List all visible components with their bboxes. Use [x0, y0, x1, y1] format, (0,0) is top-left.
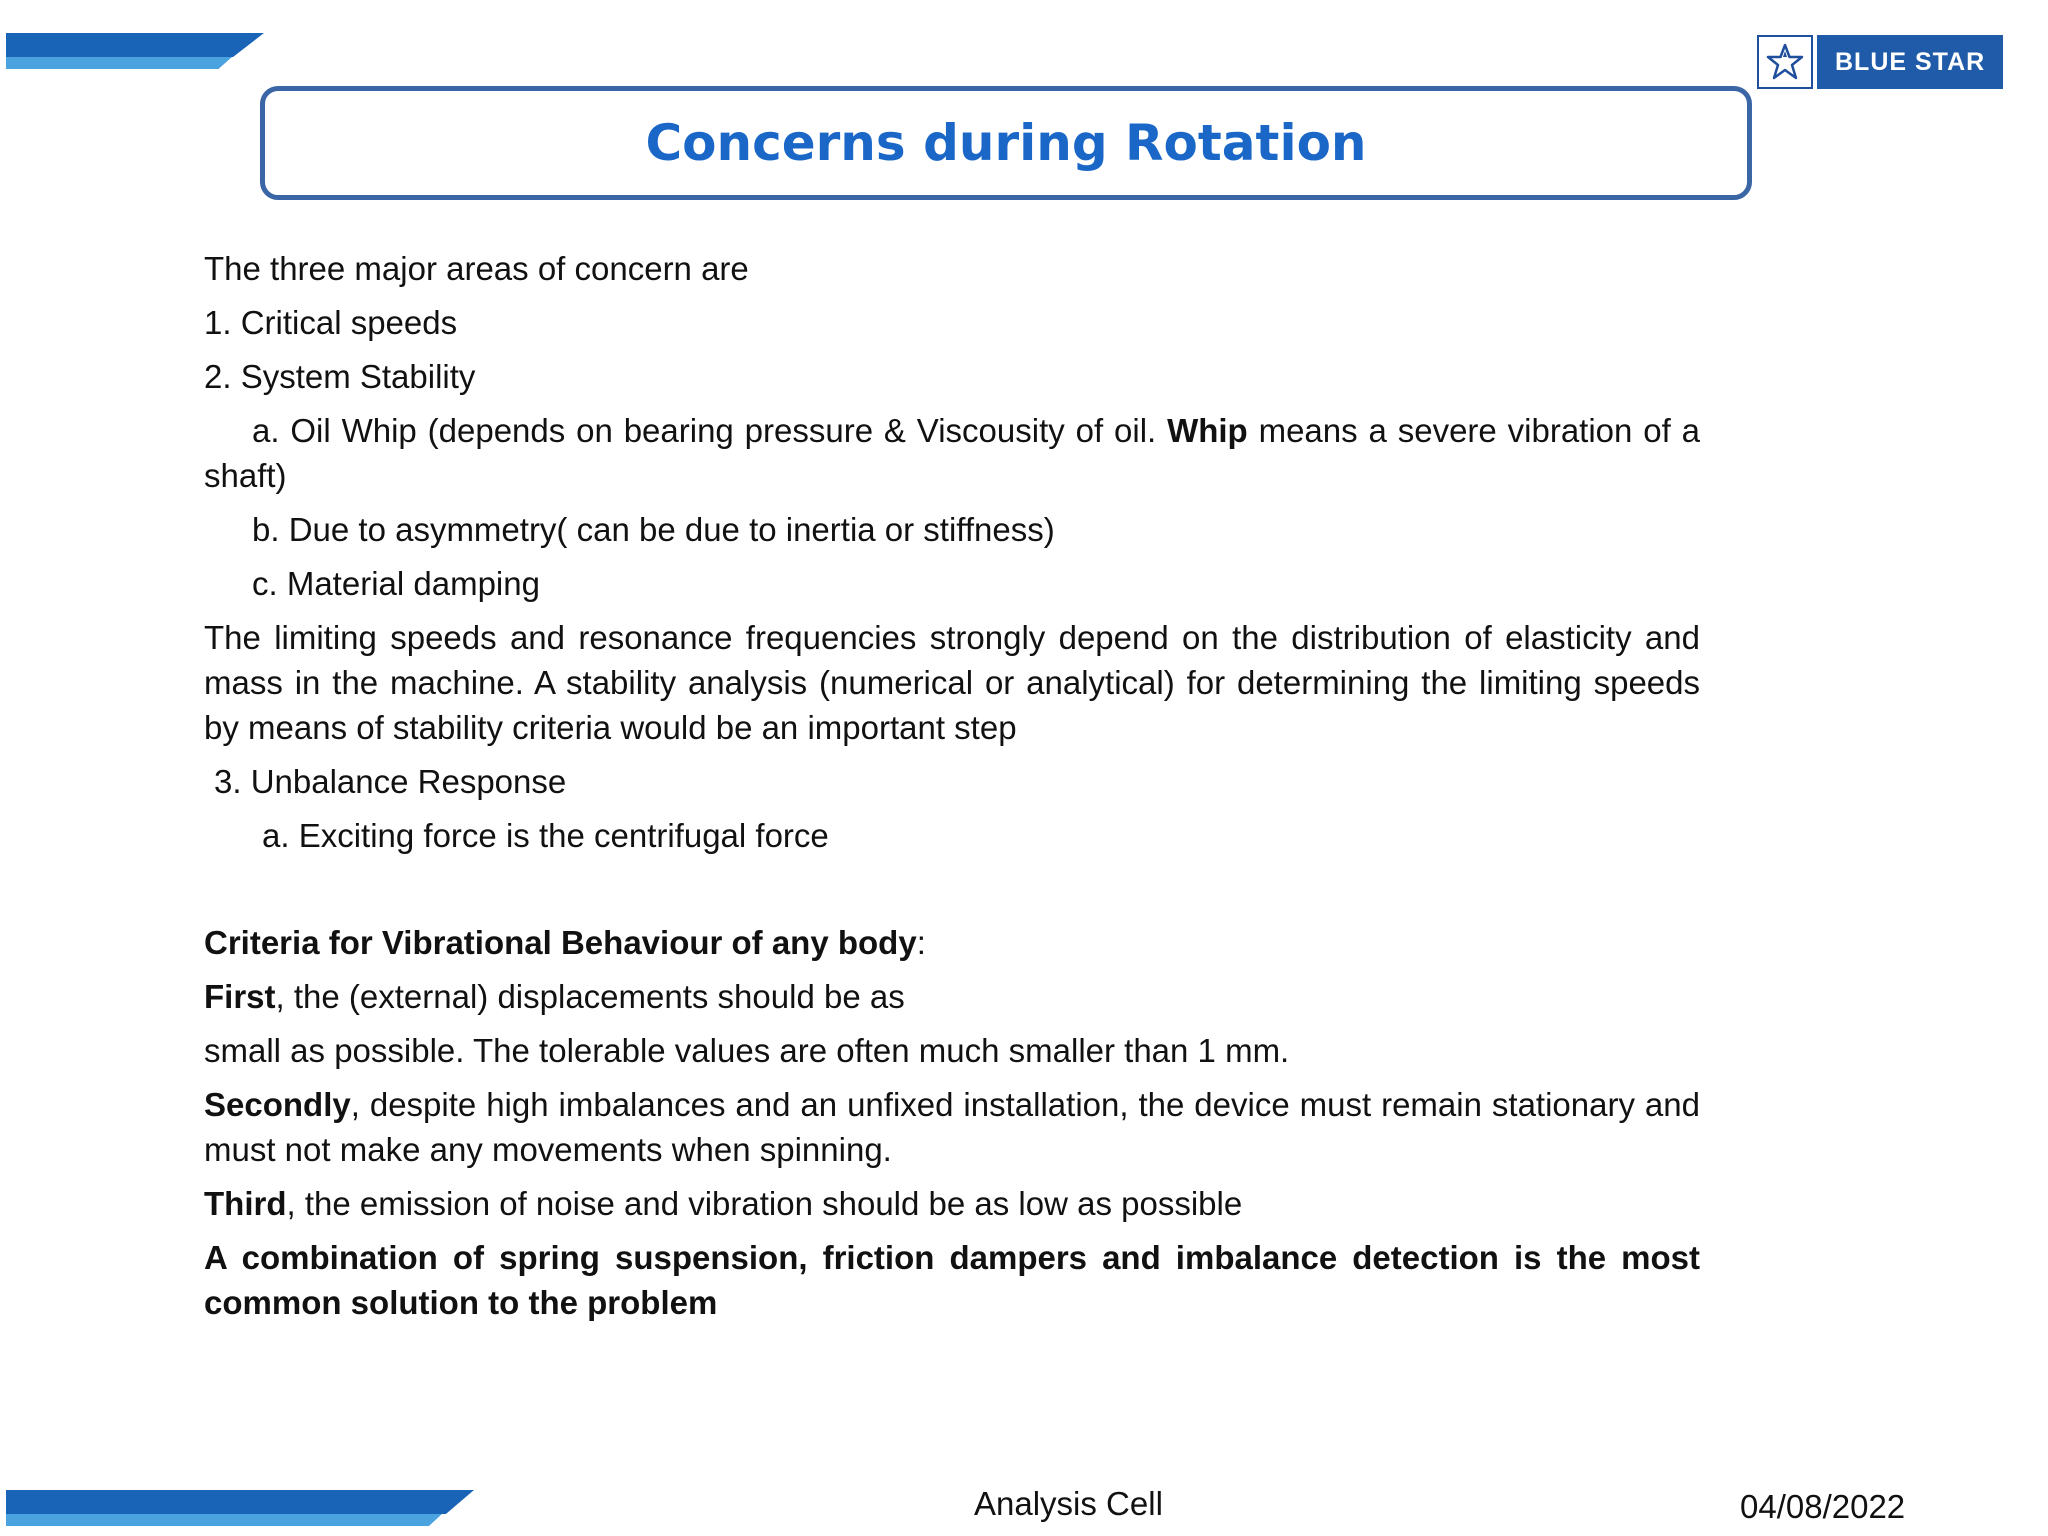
intro-text: The three major areas of concern are: [204, 250, 749, 287]
criteria-heading-colon: :: [916, 924, 926, 961]
list-item-system-stability: 2. System Stability: [204, 358, 476, 395]
criteria-third: [204, 1181, 1700, 1226]
title-box: [260, 86, 1752, 200]
list-item-critical-speeds: 1. Critical speeds: [204, 304, 458, 341]
criteria-second-text: , despite high imbalances and an unfixed installation, the device must remain stationary and must not make any movements when spinning.: [204, 1086, 1700, 1168]
sub-item-oil-whip: [204, 408, 1700, 498]
sub-item-oil-whip-text: a. Oil Whip (depends on bearing pressure & Viscousity of oil.: [252, 412, 1168, 449]
section-spacer: [204, 858, 1700, 920]
footer-accent-stripe-dark: [6, 1490, 474, 1514]
criteria-third-label: Third: [204, 1185, 287, 1222]
slide-body: [204, 246, 1700, 1325]
criteria-third-text: , the emission of noise and vibration should be as low as possible: [286, 1185, 1243, 1222]
star-icon: [1757, 35, 1813, 89]
footer-department: Analysis Cell: [974, 1485, 1163, 1522]
header-accent-stripe-dark: [6, 33, 264, 57]
criteria-first: [204, 974, 1700, 1019]
footer-accent-stripe-light: [6, 1514, 442, 1526]
conclusion-bold: A combination of spring suspension, friction dampers and imbalance detection is the most common solution to the problem: [204, 1239, 1700, 1321]
criteria-second: [204, 1082, 1700, 1172]
conclusion-text: [204, 1235, 1700, 1325]
footer-date: 04/08/2022: [1740, 1488, 1906, 1525]
criteria-second-label: Secondly: [204, 1086, 351, 1123]
sub-item-asymmetry: b. Due to asymmetry( can be due to inertia or stiffness): [252, 511, 1055, 548]
criteria-first-continued: small as possible. The tolerable values are often much smaller than 1 mm.: [204, 1032, 1290, 1069]
criteria-first-label: First: [204, 978, 276, 1015]
blue-star-logo: [1757, 35, 2003, 89]
criteria-heading: [204, 920, 1700, 965]
logo-text: BLUE STAR: [1817, 35, 2003, 89]
page-title: Concerns during Rotation: [645, 114, 1367, 172]
criteria-heading-text: Criteria for Vibrational Behaviour of any body: [204, 924, 917, 961]
list-item-unbalance-response: 3. Unbalance Response: [214, 763, 567, 800]
sub-item-material-damping: c. Material damping: [252, 565, 540, 602]
limiting-speeds-paragraph: The limiting speeds and resonance frequencies strongly depend on the distribution of elasticity and mass in the machine. A stability analysis (numerical or analytical) for determining the limiting speeds by means of stability criteria would be an important step: [204, 619, 1700, 746]
criteria-first-text: , the (external) displacements should be as: [275, 978, 905, 1015]
sub-item-exciting-force: a. Exciting force is the centrifugal force: [262, 817, 829, 854]
sub-item-oil-whip-tail: means a severe vibration of a shaft): [204, 412, 1700, 494]
header-accent-stripe-light: [6, 57, 232, 69]
whip-bold-term: Whip: [1167, 412, 1248, 449]
